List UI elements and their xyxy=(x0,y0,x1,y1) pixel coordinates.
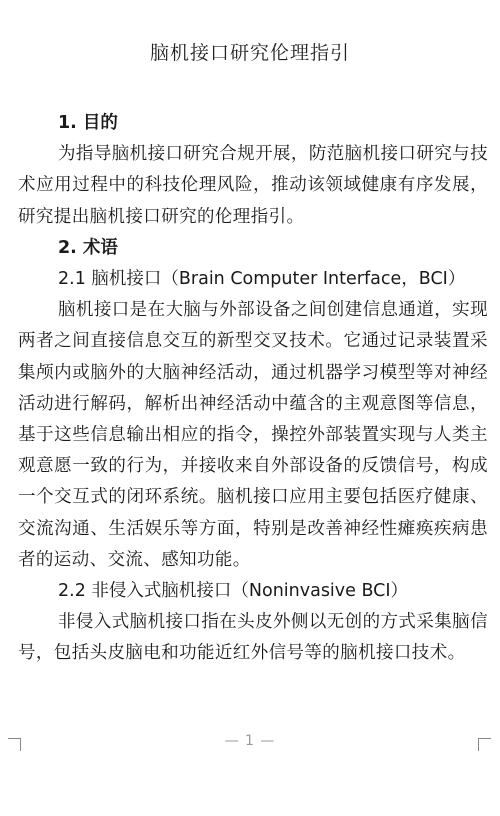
section-2-2-paragraph: 非侵入式脑机接口指在头皮外侧以无创的方式采集脑信号，包括头皮脑电和功能近红外信号等的脑机接口技术。 xyxy=(18,612,488,664)
section-2-1-paragraph: 脑机接口是在大脑与外部设备之间创建信息通道，实现两者之间直接信息交互的新型交叉技术。它通过记录装置采集颅内或脑外的大脑神经活动，通过机器学习模型等对神经活动进行解码，解析出神经活动中蕴含的主观意图等信息，基于这些信息输出相应的指令，操控外部装置实现与人类主观意愿一致的行为，并接收来自外部设备的反馈信号，构成一个交互式的闭环系统。脑机接口应用主要包括医疗健康、交流沟通、生活娱乐等方面，特别是改善神经性瘫痪疾病患者的运动、交流、感知功能。 xyxy=(18,300,488,570)
section-1-heading: 1. 目的 xyxy=(58,113,118,133)
section-2-heading: 2. 术语 xyxy=(58,237,118,258)
page-number: — 1 — xyxy=(224,733,276,749)
section-2-1-heading: 2.1 脑机接口（Brain Computer Interface，BCI） xyxy=(58,269,466,290)
section-2-2-heading: 2.2 非侵入式脑机接口（Noninvasive BCI） xyxy=(58,581,409,602)
section-1-paragraph: 为指导脑机接口研究合规开展，防范脑机接口研究与技术应用过程中的科技伦理风险，推动该领域健康有序发展，研究提出脑机接口研究的伦理指引。 xyxy=(18,144,488,227)
margin-corner-mark-right xyxy=(478,738,491,751)
document-title: 脑机接口研究伦理指引 xyxy=(149,42,350,64)
document-body xyxy=(18,108,488,670)
